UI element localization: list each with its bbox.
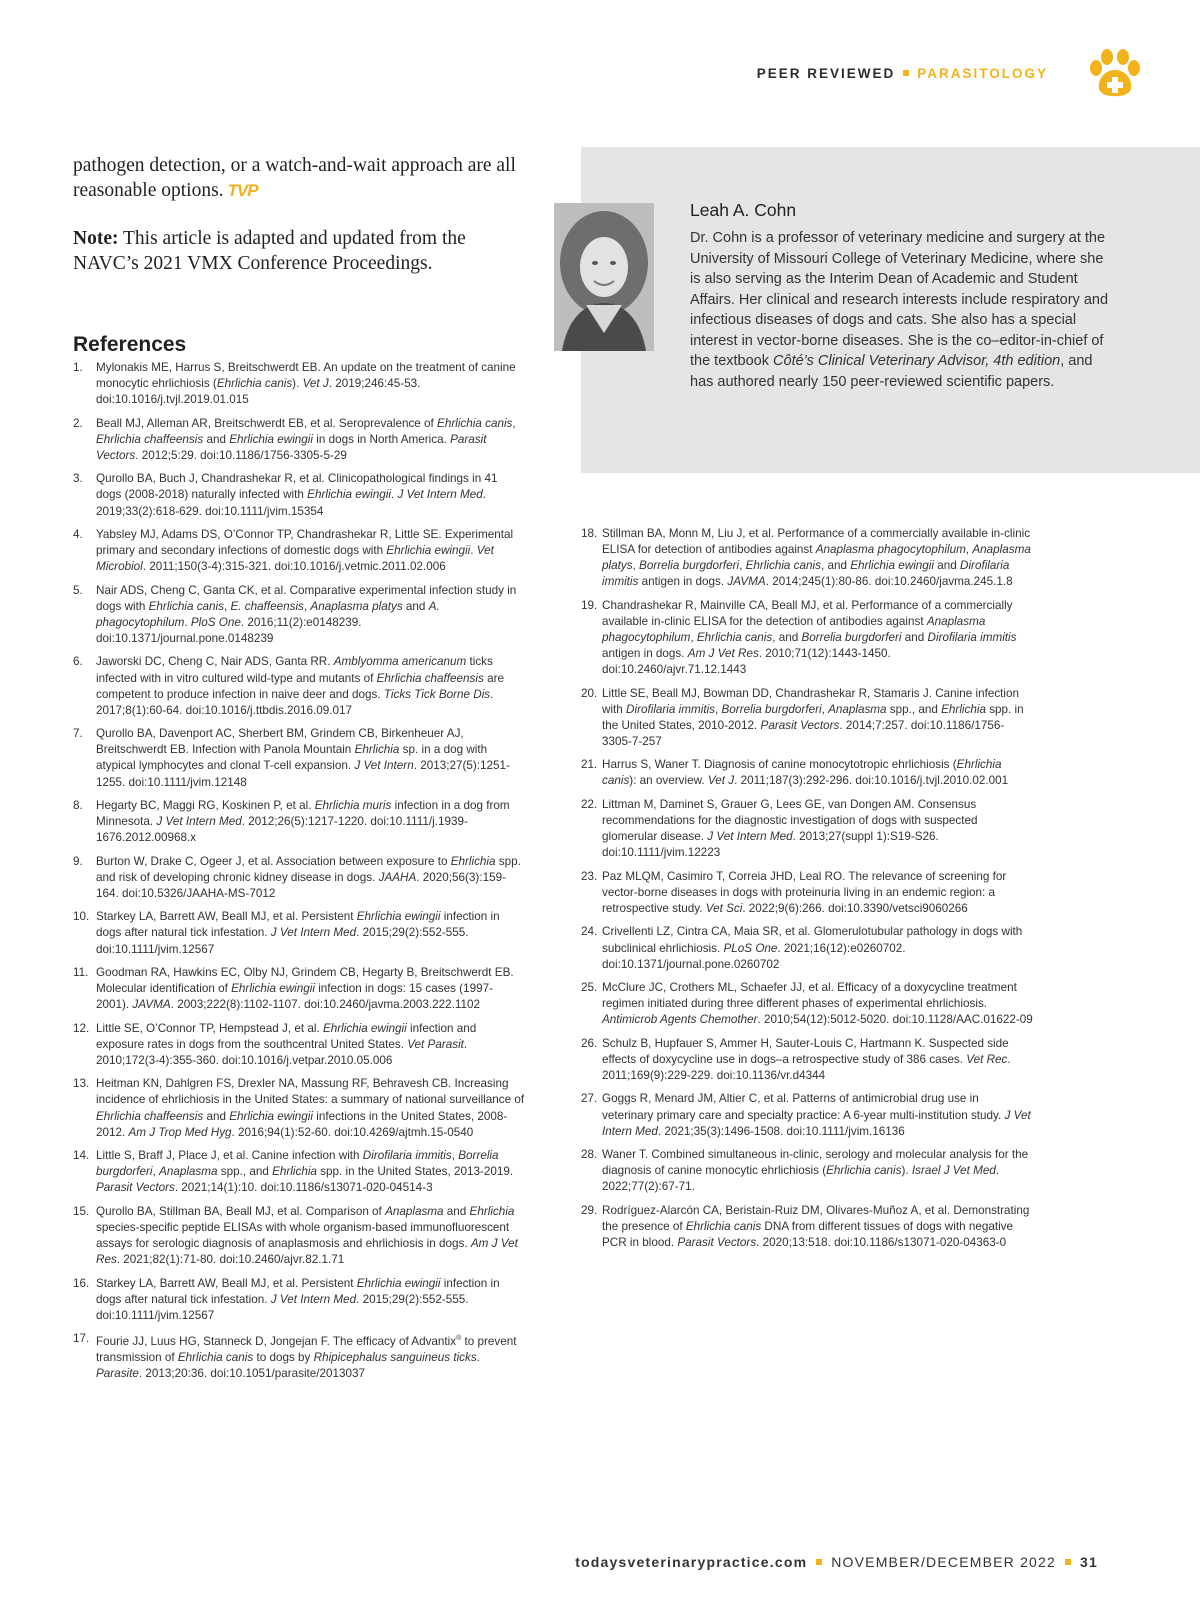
article-ending — [73, 153, 523, 299]
reference-number: 23. — [581, 869, 598, 883]
reference-item — [73, 1204, 526, 1268]
reference-item — [581, 980, 1033, 1028]
reference-number: 22. — [581, 797, 598, 811]
reference-item — [73, 726, 526, 790]
reference-item — [581, 1091, 1033, 1139]
reference-item — [73, 909, 526, 957]
reference-number: 9. — [73, 854, 83, 868]
reference-text: Starkey LA, Barrett AW, Beall MJ, et al. Persistent Ehrlichia ewingii infection in dogs after natural tick infestation. J Vet Intern Med. 2015;29(2):552-555. doi:10.1111/jvim.12567 — [96, 1276, 500, 1322]
reference-text: Qurollo BA, Stillman BA, Beall MJ, et al. Comparison of Anaplasma and Ehrlichia species-specific peptide ELISAs with whole organism-based immunofluorescent assays for serologic diagnosis of anaplasmosis and ehrlichiosis in dogs. Am J Vet Res. 2021;82(1):71-80. doi:10.2460/ajvr.82.1.71 — [96, 1204, 518, 1267]
reference-text: Waner T. Combined simultaneous in-clinic, serology and molecular analysis for the diagnosis of canine monocytic ehrlichiosis (Ehrlichia canis). Israel J Vet Med. 2022;77(2):67-71. — [602, 1148, 1029, 1194]
running-header — [757, 66, 1048, 81]
reference-item — [73, 1331, 526, 1382]
reference-number: 26. — [581, 1036, 598, 1050]
separator-dot — [903, 70, 909, 76]
reference-number: 15. — [73, 1204, 90, 1218]
note-label: Note: — [73, 228, 119, 249]
reference-text: Schulz B, Hupfauer S, Ammer H, Sauter-Louis C, Hartmann K. Suspected side effects of doxycycline use in dogs–a retrospective study of 386 cases. Vet Rec. 2011;169(9):229-229. doi:10.1136/vr.d4344 — [602, 1036, 1011, 1082]
reference-item — [581, 1036, 1033, 1084]
reference-text: Jaworski DC, Cheng C, Nair ADS, Ganta RR. Amblyomma americanum ticks infected with in vitro cultured wild-type and mutants of Ehrlichia chaffeensis are competent to produce infection in naive deer and dogs. Ticks Tick Borne Dis. 2017;8(1):60-64. doi:10.1016/j.ttbdis.2016.09.017 — [96, 655, 504, 717]
reference-text: Rodríguez-Alarcón CA, Beristain-Ruiz DM, Olivares-Muñoz A, et al. Demonstrating the presence of Ehrlichia canis DNA from different tissues of dogs with negative PCR in blood. Parasit Vectors. 2020;13:518. doi:10.1186/s13071-020-04363-0 — [602, 1203, 1030, 1249]
reference-number: 5. — [73, 583, 83, 597]
reference-item — [581, 1203, 1033, 1251]
reference-text: Harrus S, Waner T. Diagnosis of canine monocytotropic ehrlichiosis (Ehrlichia canis): an overview. Vet J. 2011;187(3):292-296. doi:10.1016/j.tvjl.2010.02.001 — [602, 758, 1009, 788]
note-paragraph — [73, 226, 523, 276]
reference-item — [73, 1076, 526, 1140]
reference-text: Paz MLQM, Casimiro T, Correia JHD, Leal RO. The relevance of screening for vector-borne diseases in dogs with proteinuria living in an endemic region: a retrospective study. Vet Sci. 2022;9(6):266. doi:10.3390/vetsci9060266 — [602, 869, 1007, 915]
reference-text: Chandrashekar R, Mainville CA, Beall MJ, et al. Performance of a commercially available in-clinic ELISA for the detection of antibodies against Anaplasma phagocytophilum, Ehrlichia canis, and Borrelia burgdorferi and Dirofilaria immitis antigen in dogs. Am J Vet Res. 2010;71(12):1443-1450. doi:10.2460/ajvr.71.12.1443 — [602, 598, 1017, 677]
reference-text: Goggs R, Menard JM, Altier C, et al. Patterns of antimicrobial drug use in veterinary primary care and specialty practice: A 6-year multi-institution study. J Vet Intern Med. 2021;35(3):1496-1508. doi:10.1111/jvim.16136 — [602, 1092, 1031, 1138]
page-number: 31 — [1080, 1554, 1098, 1570]
reference-text: Little SE, O’Connor TP, Hempstead J, et al. Ehrlichia ewingii infection and exposure rates in dogs from the southcentral United States. Vet Parasit. 2010;172(3-4):355-360. doi:10.1016/j.vetpar.2010.05.006 — [96, 1021, 477, 1067]
reference-item — [581, 598, 1033, 678]
reference-number: 4. — [73, 528, 83, 542]
reference-text: Littman M, Daminet S, Grauer G, Lees GE, van Dongen AM. Consensus recommendations for the diagnostic investigation of dogs with suspected glomerular disease. J Vet Intern Med. 2013;27(suppl 1):S19-S26. doi:10.1111/jvim.12223 — [602, 797, 978, 860]
reference-number: 6. — [73, 655, 83, 669]
author-bio — [690, 228, 1115, 392]
section-label: PEER REVIEWED — [756, 66, 896, 81]
reference-number: 14. — [73, 1149, 90, 1163]
reference-number: 24. — [581, 925, 598, 939]
reference-item — [73, 583, 526, 647]
reference-text: Qurollo BA, Davenport AC, Sherbert BM, Grindem CB, Birkenheuer AJ, Breitschwerdt EB. Infection with Panola Mountain Ehrlichia sp. in a dog with atypical lymphocytes and clonal T-cell expansion. J Vet Intern. 2013;27(5):1251-1255. doi:10.1111/jvim.12148 — [96, 727, 510, 789]
reference-item — [73, 471, 526, 519]
reference-number: 10. — [73, 910, 90, 924]
reference-text: Nair ADS, Cheng C, Ganta CK, et al. Comparative experimental infection study in dogs with Ehrlichia canis, E. chaffeensis, Anaplasma platys and A. phagocytophilum. PloS One. 2016;11(2):e0148239. doi:10.1371/journal.pone.0148239 — [96, 583, 517, 645]
reference-text: Goodman RA, Hawkins EC, Olby NJ, Grindem CB, Hegarty B, Breitschwerdt EB. Molecular identification of Ehrlichia ewingii infection in dogs: 15 cases (1997-2001). JAVMA. 2003;222(8):1102-1107. doi:10.2460/javma.2003.222.1102 — [96, 966, 514, 1012]
reference-item — [73, 654, 526, 718]
footer-issue: NOVEMBER/DECEMBER 2022 — [831, 1554, 1057, 1570]
reference-text: Qurollo BA, Buch J, Chandrashekar R, et al. Clinicopathological findings in 41 dogs (2008-2018) naturally infected with Ehrlichia ewingii. J Vet Intern Med. 2019;33(2):618-629. doi:10.1111/jvim.15354 — [96, 472, 498, 518]
references-list-right — [581, 526, 1033, 1258]
reference-text: Yabsley MJ, Adams DS, O’Connor TP, Chandrashekar R, Little SE. Experimental primary and secondary infections of domestic dogs with Ehrlichia ewingii. Vet Microbiol. 2011;150(3-4):315-321. doi:10.1016/j.vetmic.2011.02.006 — [96, 528, 514, 574]
reference-text: Little SE, Beall MJ, Bowman DD, Chandrashekar R, Stamaris J. Canine infection with Dirofilaria immitis, Borrelia burgdorferi, Anaplasma spp., and Ehrlichia spp. in the United States, 2010-2012. Parasit Vectors. 2014;7:257. doi:10.1186/1756-3305-7-257 — [602, 686, 1024, 748]
reference-text: Stillman BA, Monn M, Liu J, et al. Performance of a commercially available in-clinic ELISA for detection of antibodies against Anaplasma phagocytophilum, Anaplasma platys, Borrelia burgdorferi, Ehrlichia canis, and Ehrlichia ewingii and Dirofilaria immitis antigen in dogs. JAVMA. 2014;245(1):80-86. doi:10.2460/javma.245.1.8 — [602, 527, 1031, 589]
reference-number: 12. — [73, 1021, 90, 1035]
closing-paragraph — [73, 153, 523, 203]
reference-number: 2. — [73, 416, 83, 430]
reference-text: Crivellenti LZ, Cintra CA, Maia SR, et al. Glomerulotubular pathology in dogs with subclinical ehrlichiosis. PLoS One. 2021;16(12):e0260702. doi:10.1371/journal.pone.0260702 — [602, 925, 1023, 971]
reference-number: 8. — [73, 798, 83, 812]
reference-text: Mylonakis ME, Harrus S, Breitschwerdt EB. An update on the treatment of canine monocytic ehrlichiosis (Ehrlichia canis). Vet J. 2019;246:45-53. doi:10.1016/j.tvjl.2019.01.015 — [96, 361, 516, 407]
reference-item — [581, 686, 1033, 750]
reference-text: Hegarty BC, Maggi RG, Koskinen P, et al. Ehrlichia muris infection in a dog from Minnesota. J Vet Intern Med. 2012;26(5):1217-1220. doi:10.1111/j.1939-1676.2012.00968.x — [96, 798, 510, 845]
reference-item — [581, 924, 1033, 972]
author-name: Leah A. Cohn — [690, 200, 797, 220]
reference-number: 7. — [73, 727, 83, 741]
reference-text: Starkey LA, Barrett AW, Beall MJ, et al. Persistent Ehrlichia ewingii infection in dogs after natural tick infestation. J Vet Intern Med. 2015;29(2):552-555. doi:10.1111/jvim.12567 — [96, 910, 500, 956]
reference-item — [581, 1147, 1033, 1195]
reference-number: 25. — [581, 981, 598, 995]
separator-dot — [816, 1559, 822, 1565]
reference-item — [73, 854, 526, 902]
reference-item — [73, 360, 526, 408]
reference-item — [73, 965, 526, 1013]
reference-item — [73, 527, 526, 575]
bio-book-title: Côté’s Clinical Veterinary Advisor, 4th edition — [773, 353, 1061, 369]
reference-item — [73, 1276, 526, 1324]
reference-number: 19. — [581, 598, 598, 612]
reference-text: McClure JC, Crothers ML, Schaefer JJ, et al. Efficacy of a doxycycline treatment regimen initiated during three different phases of experimental ehrlichiosis. Antimicrob Agents Chemother. 2010;54(12):5012-5020. doi:10.1128/AAC.01622-09 — [602, 981, 1033, 1027]
reference-text: Burton W, Drake C, Ogeer J, et al. Association between exposure to Ehrlichia spp. and risk of developing chronic kidney disease in dogs. JAAHA. 2020;56(3):159-164. doi:10.5326/JAAHA-MS-7012 — [96, 854, 521, 900]
reference-item — [73, 1148, 526, 1196]
reference-item — [73, 1021, 526, 1069]
footer-site: todaysveterinarypractice.com — [575, 1554, 808, 1570]
reference-number: 17. — [73, 1332, 90, 1346]
reference-item — [581, 526, 1033, 590]
reference-number: 1. — [73, 361, 83, 374]
reference-number: 29. — [581, 1203, 598, 1217]
paw-plus-icon — [1088, 48, 1142, 98]
reference-number: 16. — [73, 1276, 90, 1290]
reference-item — [581, 797, 1033, 861]
reference-number: 3. — [73, 472, 83, 486]
category-label: PARASITOLOGY — [917, 66, 1048, 81]
reference-item — [581, 869, 1033, 917]
reference-number: 20. — [581, 686, 598, 700]
reference-item — [73, 798, 526, 846]
reference-text: Fourie JJ, Luus HG, Stanneck D, Jongejan F. The efficacy of Advantix® to prevent transmission of Ehrlichia canis to dogs by Rhipicephalus sanguineus ticks. Parasite. 2013;20:36. doi:10.1051/parasite/2013037 — [96, 1335, 517, 1381]
reference-number: 18. — [581, 527, 598, 540]
reference-text: Little S, Braff J, Place J, et al. Canine infection with Dirofilaria immitis, Borrelia burgdorferi, Anaplasma spp., and Ehrlichia spp. in the United States, 2013-2019. Parasit Vectors. 2021;14(1):10. doi:10.1186/s13071-020-04514-3 — [96, 1149, 514, 1195]
author-photo — [554, 203, 654, 351]
reference-number: 21. — [581, 758, 598, 772]
separator-dot — [1065, 1559, 1071, 1565]
bio-text-part: , and has authored nearly 150 peer-reviewed scientific papers. — [690, 353, 1093, 390]
references-heading: References — [73, 333, 187, 356]
reference-number: 11. — [73, 966, 89, 979]
reference-item — [581, 757, 1033, 789]
closing-text: pathogen detection, or a watch-and-wait approach are all reasonable options. — [73, 155, 516, 201]
page-footer — [575, 1554, 1098, 1570]
reference-number: 28. — [581, 1148, 598, 1162]
tvp-end-mark: TVP — [227, 181, 258, 200]
reference-number: 27. — [581, 1092, 598, 1106]
note-text: This article is adapted and updated from the NAVC’s 2021 VMX Conference Proceedings. — [73, 228, 466, 274]
bio-text-part: Dr. Cohn is a professor of veterinary medicine and surgery at the University of Missouri College of Veterinary Medicine, where she is also serving as the Interim Dean of Academic and Student Affairs. Her clinical and research interests include respiratory and infectious diseases of dogs and cats. She also has a special interest in vector-borne diseases. She is the co–editor-in-chief of the textbook — [690, 230, 1109, 369]
reference-text: Beall MJ, Alleman AR, Breitschwerdt EB, et al. Seroprevalence of Ehrlichia canis, Ehrlichia chaffeensis and Ehrlichia ewingii in dogs in North America. Parasit Vectors. 2012;5:29. doi:10.1186/1756-3305-5-29 — [96, 416, 516, 462]
reference-text: Heitman KN, Dahlgren FS, Drexler NA, Massung RF, Behravesh CB. Increasing incidence of ehrlichiosis in the United States: a summary of national surveillance of Ehrlichia chaffeensis and Ehrlichia ewingii infections in the United States, 2008-2012. Am J Trop Med Hyg. 2016;94(1):52-60. doi:10.4269/ajtmh.15-0540 — [96, 1077, 525, 1139]
reference-number: 13. — [73, 1077, 90, 1091]
reference-item — [73, 416, 526, 464]
references-list-left — [73, 360, 526, 1390]
